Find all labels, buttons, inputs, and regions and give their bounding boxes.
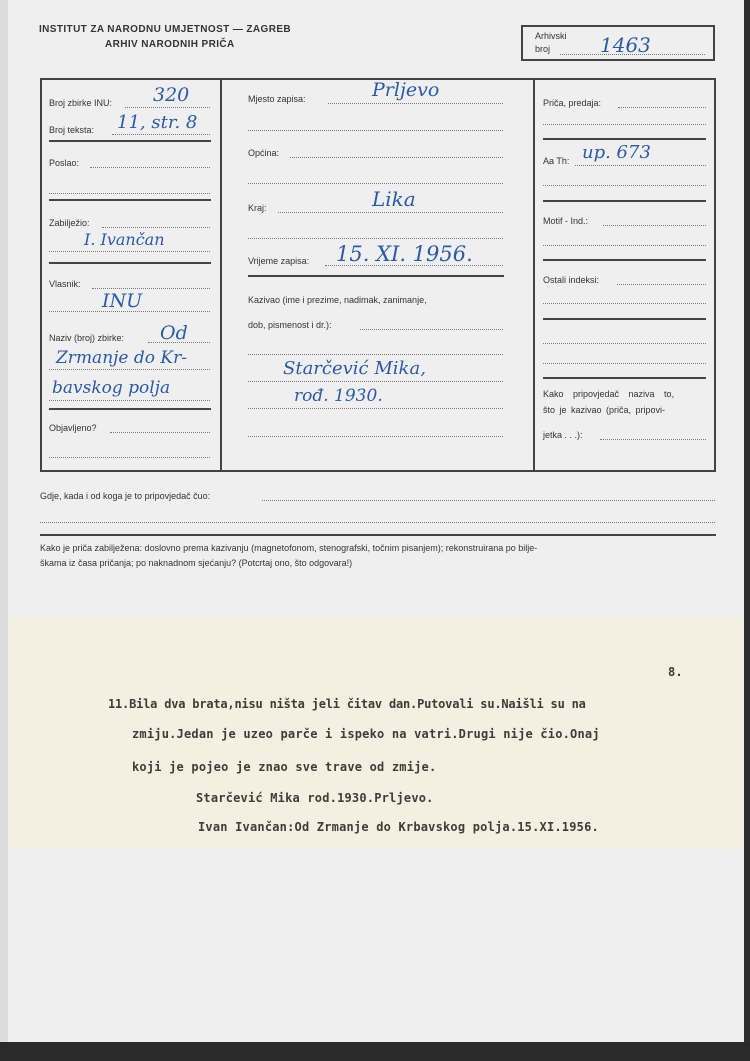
archive-heading: ARHIV NARODNIH PRIČA <box>105 39 235 50</box>
kako-zabiljezena-text: Kako je priča zabilježena: doslovno prema kazivanju (magnetofonom, stenografski, točnim pisanjem); rekonstruirana po bilje- <box>40 543 538 553</box>
archive-number-value: 1463 <box>600 33 651 57</box>
scan-edge-bottom <box>0 1042 750 1061</box>
mjesto-value: Prljevo <box>372 79 440 101</box>
opcina-label: Općina: <box>248 148 280 158</box>
typed-line-1: 11.Bila dva brata,nisu ništa jeli čitav dan.Putovali su.Naišli su na <box>108 697 586 711</box>
typed-line-5: Ivan Ivančan:Od Zrmanje do Krbavskog polja.15.XI.1956. <box>198 820 599 834</box>
kako-naziva-label: Kako pripovjedač naziva to, <box>543 389 675 399</box>
prica-label: Priča, predaja: <box>543 98 602 108</box>
kako-naziva-label-3: jetka . . .): <box>543 430 583 440</box>
naziv-value-2: Zrmanje do Kr- <box>56 348 187 368</box>
vrijeme-value: 15. XI. 1956. <box>336 242 473 266</box>
vlasnik-label: Vlasnik: <box>49 279 81 289</box>
objavljeno-label: Objavljeno? <box>49 423 97 433</box>
teksta-label: Broj teksta: <box>49 125 95 135</box>
archive-number-label: Arhivski <box>535 31 567 41</box>
kazivao-label: Kazivao (ime i prezime, nadimak, zanimanje, <box>248 295 427 305</box>
mjesto-label: Mjesto zapisa: <box>248 94 306 104</box>
zabiljezio-label: Zabilježio: <box>49 218 90 228</box>
aa-label: Aa Th: <box>543 156 570 166</box>
archive-number-label-2: broj <box>535 44 551 54</box>
ostali-label: Ostali indeksi: <box>543 275 600 285</box>
motif-label: Motif - Ind.: <box>543 216 589 226</box>
poslao-label: Poslao: <box>49 158 80 168</box>
naziv-value-3: bavskog polja <box>52 378 171 398</box>
typed-line-2: zmiju.Jedan je uzeo parče i ispeko na vatri.Drugi nije čio.Onaj <box>132 727 600 741</box>
aa-value: up. 673 <box>582 142 651 163</box>
vlasnik-value: INU <box>102 290 143 312</box>
gdje-label: Gdje, kada i od koga je to pripovjedač čuo: <box>40 491 211 501</box>
teksta-value: 11, str. 8 <box>117 112 198 133</box>
zabiljezio-value: I. Ivančan <box>84 230 165 249</box>
kraj-value: Lika <box>372 187 416 211</box>
vrijeme-label: Vrijeme zapisa: <box>248 256 310 266</box>
naziv-value-1: Od <box>160 322 188 344</box>
kazivao-value-2: rođ. 1930. <box>294 386 383 406</box>
zbirka-value: 320 <box>153 84 190 106</box>
kazivao-label-2: dob, pismenost i dr.): <box>248 320 332 330</box>
naziv-label: Naziv (broj) zbirke: <box>49 333 125 343</box>
page-number: 8. <box>668 665 683 679</box>
typed-line-3: koji je pojeo je znao sve trave od zmije. <box>132 760 437 774</box>
typed-line-4: Starčević Mika rod.1930.Prljevo. <box>196 791 434 805</box>
institute-heading: INSTITUT ZA NARODNU UMJETNOST — ZAGREB <box>39 24 292 35</box>
kazivao-value-1: Starčević Mika, <box>283 358 426 379</box>
kraj-label: Kraj: <box>248 203 267 213</box>
kako-zabiljezena-text-2: škama iz časa pričanja; po naknadnom sjećanju? (Potcrtaj ono, što odgovara!) <box>40 558 353 568</box>
zbirka-label: Broj zbirke INU: <box>49 98 113 108</box>
kako-naziva-label-2: što je kazivao (priča, pripovi- <box>543 405 666 415</box>
scan-edge-right <box>744 0 750 1042</box>
